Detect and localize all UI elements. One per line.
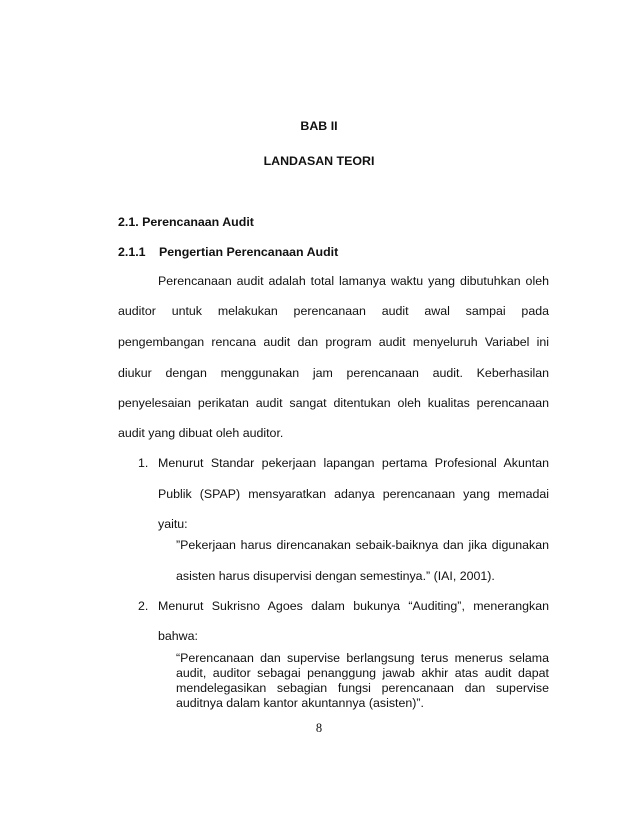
paragraph-line: Perencanaan audit adalah total lamanya waktu yang dibutuhkan oleh xyxy=(158,274,549,288)
paragraph-line: diukur dengan menggunakan jam perencanaan audit. Keberhasilan xyxy=(118,366,549,380)
section-heading: 2.1. Perencanaan Audit xyxy=(118,215,254,229)
quote-line: asisten harus disupervisi dengan semestinya.” (IAI, 2001). xyxy=(176,569,495,583)
list-number: 1. xyxy=(138,456,149,470)
list-item-line: Menurut Sukrisno Agoes dalam bukunya “Auditing”, menerangkan xyxy=(158,599,549,613)
subsection-title: Pengertian Perencanaan Audit xyxy=(159,245,339,259)
quote-line: mendelegasikan sebagian fungsi perencanaan dan supervise xyxy=(176,681,549,695)
page-number: 8 xyxy=(315,721,323,735)
quote-line: “Perencanaan dan supervise berlangsung terus menerus selama xyxy=(176,651,549,665)
list-number: 2. xyxy=(138,599,149,613)
paragraph-line: auditor untuk melakukan perencanaan audit awal sampai pada xyxy=(118,304,549,318)
list-item-line: yaitu: xyxy=(158,517,188,531)
chapter-label: BAB II xyxy=(300,119,338,133)
list-item-line: bahwa: xyxy=(158,629,198,643)
quote-line: auditnya dalam kantor akuntannya (asisten)”. xyxy=(176,696,424,710)
list-item-line: Publik (SPAP) mensyaratkan adanya perencanaan yang memadai xyxy=(158,487,549,501)
quote-line: ”Pekerjaan harus direncanakan sebaik-baiknya dan jika digunakan xyxy=(176,538,549,552)
subsection-number: 2.1.1 xyxy=(118,245,146,259)
quote-line: audit, auditor sebagai penanggung jawab akhir atas audit dapat xyxy=(176,666,549,680)
paragraph-line: penyelesaian perikatan audit sangat ditentukan oleh kualitas perencanaan xyxy=(118,396,549,410)
paragraph-line: audit yang dibuat oleh auditor. xyxy=(118,426,284,440)
chapter-title: LANDASAN TEORI xyxy=(263,154,375,168)
list-item-line: Menurut Standar pekerjaan lapangan pertama Profesional Akuntan xyxy=(158,456,549,470)
paragraph-line: pengembangan rencana audit dan program audit menyeluruh Variabel ini xyxy=(118,335,549,349)
